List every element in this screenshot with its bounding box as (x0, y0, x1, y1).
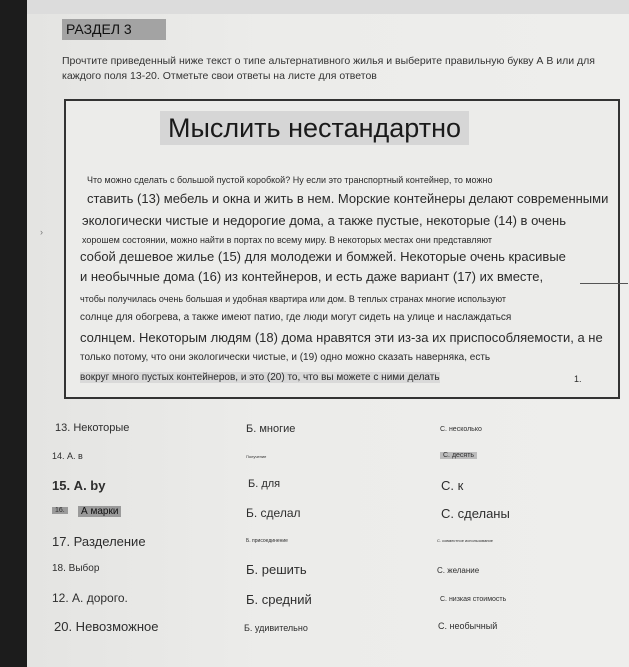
section-header: РАЗДЕЛ 3 (62, 19, 166, 40)
q17-option-c[interactable]: С. совместное использование (437, 538, 493, 543)
q14-option-a[interactable]: 14. А. в (52, 451, 83, 461)
q20-option-a[interactable]: 20. Невозможное (54, 619, 159, 634)
passage-line: 1. (574, 374, 582, 384)
passage-line: вокруг много пустых контейнеров, и это (20) то, что вы можете с ними делать (80, 372, 440, 383)
passage-line: только потому, что они экологически чистые, и (19) одно можно сказать наверняка, есть (80, 352, 491, 363)
passage-line: Что можно сделать с большой пустой коробкой? Ну если это транспортный контейнер, то можно (87, 175, 493, 185)
q16-option-b[interactable]: Б. сделал (246, 506, 301, 520)
q16-number: 16. (52, 507, 68, 514)
passage-title: Мыслить нестандартно (0, 113, 629, 144)
q13-option-a[interactable]: 13. Некоторые (55, 422, 130, 434)
q18-option-b[interactable]: Б. решить (246, 562, 307, 577)
q19-option-b[interactable]: Б. средний (246, 592, 312, 607)
passage-line: ставить (13) мебель и окна и жить в нем. Морские контейнеры делают современными (87, 191, 609, 206)
q15-option-c[interactable]: С. к (441, 478, 464, 493)
margin-mark: › (40, 227, 43, 237)
q18-option-c[interactable]: С. желание (437, 566, 480, 575)
passage-line: чтобы получилась очень большая и удобная квартира или дом. В теплых странах многие используют (80, 294, 506, 304)
q17-option-a[interactable]: 17. Разделение (52, 534, 146, 549)
top-strip (27, 0, 629, 14)
q14-option-c[interactable]: С. десять (440, 452, 477, 459)
q20-option-b[interactable]: Б. удивительно (244, 623, 308, 633)
answer-blank-line (580, 283, 628, 284)
instructions-line-2: каждого поля 13-20. Отметьте свои ответы на листе для ответов (62, 70, 377, 82)
q18-option-a[interactable]: 18. Выбор (52, 563, 100, 574)
q16-option-c[interactable]: С. сделаны (441, 506, 510, 521)
q19-option-c[interactable]: С. низкая стоимость (440, 596, 507, 603)
passage-line: экологически чистые и недорогие дома, а также пустые, некоторые (14) в очень (82, 213, 566, 228)
q19-option-a[interactable]: 12. А. дорого. (52, 591, 128, 605)
passage-line: и необычные дома (16) из контейнеров, и есть даже вариант (17) их вместе, (80, 269, 544, 284)
passage-line: хорошем состоянии, можно найти в портах по всему миру. В некоторых местах они представляют (82, 235, 493, 245)
passage-line: собой дешевое жилье (15) для молодежи и бомжей. Некоторые очень красивые (80, 249, 566, 264)
q16-option-a[interactable]: А марки (78, 506, 121, 517)
passage-line: солнце для обогрева, а также имеют патио, где люди могут сидеть на улице и наслаждаться (80, 312, 512, 323)
instructions-line-1: Прочтите приведенный ниже текст о типе альтернативного жилья и выберите правильную букву А В или для (62, 55, 595, 67)
q13-option-b[interactable]: Б. многие (246, 423, 296, 435)
q14-option-b[interactable]: Получение (246, 454, 267, 459)
q15-option-b[interactable]: Б. для (248, 478, 281, 490)
passage-line: солнцем. Некоторым людям (18) дома нравятся эти из-за их приспособляемости, а не (80, 330, 603, 345)
q13-option-c[interactable]: С. несколько (440, 426, 482, 433)
q20-option-c[interactable]: С. необычный (438, 621, 498, 631)
q17-option-b[interactable]: Б. присоединение (246, 538, 288, 544)
q15-option-a[interactable]: 15. А. by (52, 478, 106, 493)
instructions (62, 54, 629, 84)
